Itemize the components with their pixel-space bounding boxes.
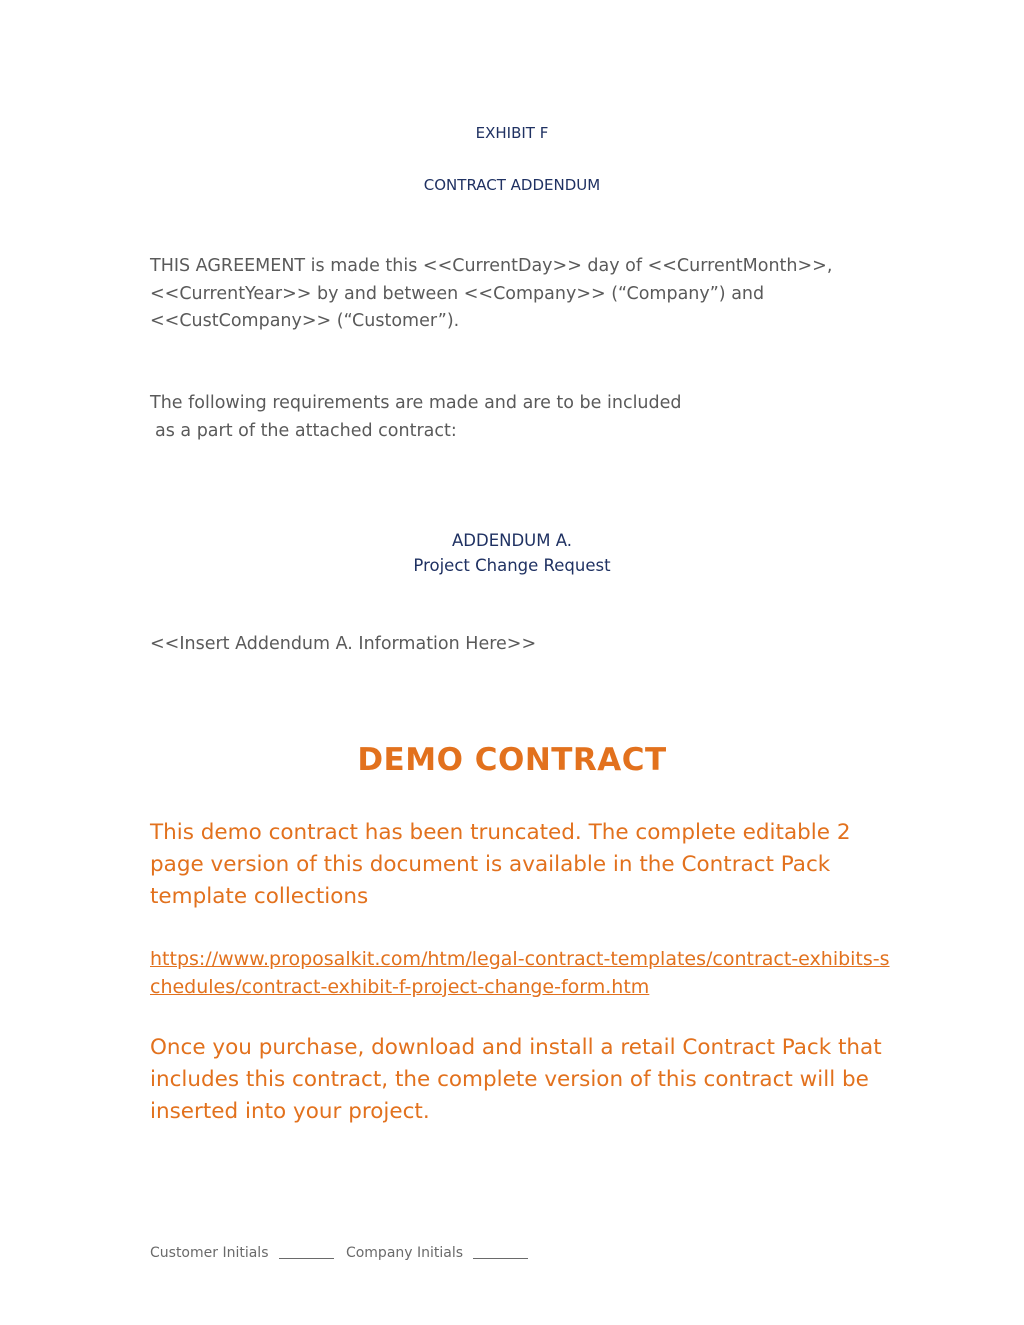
company-initials-label: Company Initials <box>345 1245 464 1261</box>
purchase-notice-paragraph: Once you purchase, download and install a retail Contract Pack that includes this contract, the complete version of this contract will be inserted into your project. <box>150 1035 882 1124</box>
customer-initials-label: Customer Initials <box>150 1245 269 1261</box>
demo-notice-paragraph: This demo contract has been truncated. The complete editable 2 page version of this document is available in the Contract Pack template collections <box>150 820 851 909</box>
agreement-line-3: <<CustCompany>> (“Customer”). <box>150 311 460 331</box>
addendum-a-placeholder: <<Insert Addendum A. Information Here>> <box>150 634 537 654</box>
requirements-line-1: The following requirements are made and are to be included <box>150 393 682 413</box>
requirements-line-2: as a part of the attached contract: <box>155 420 457 441</box>
requirements-paragraph <box>150 390 890 445</box>
addendum-a-title: ADDENDUM A. <box>452 531 572 550</box>
company-initials-blank[interactable] <box>473 1258 528 1259</box>
exhibit-title: EXHIBIT F <box>475 124 549 142</box>
contract-addendum-heading: CONTRACT ADDENDUM <box>423 176 601 194</box>
initials-footer <box>150 1245 536 1261</box>
customer-initials-blank[interactable] <box>279 1258 334 1259</box>
agreement-paragraph <box>150 253 890 336</box>
addendum-a-subtitle: Project Change Request <box>413 556 611 575</box>
demo-contract-title: DEMO CONTRACT <box>357 742 667 778</box>
product-page-link[interactable]: https://www.proposalkit.com/htm/legal-contract-templates/contract-exhibits-schedules/contract-exhibit-f-project-change-form.htm <box>150 948 890 998</box>
agreement-line-2: <<CurrentYear>> by and between <<Company>> (“Company”) and <box>150 283 765 304</box>
agreement-line-1: THIS AGREEMENT is made this <<CurrentDay>> day of <<CurrentMonth>>, <box>150 256 833 276</box>
